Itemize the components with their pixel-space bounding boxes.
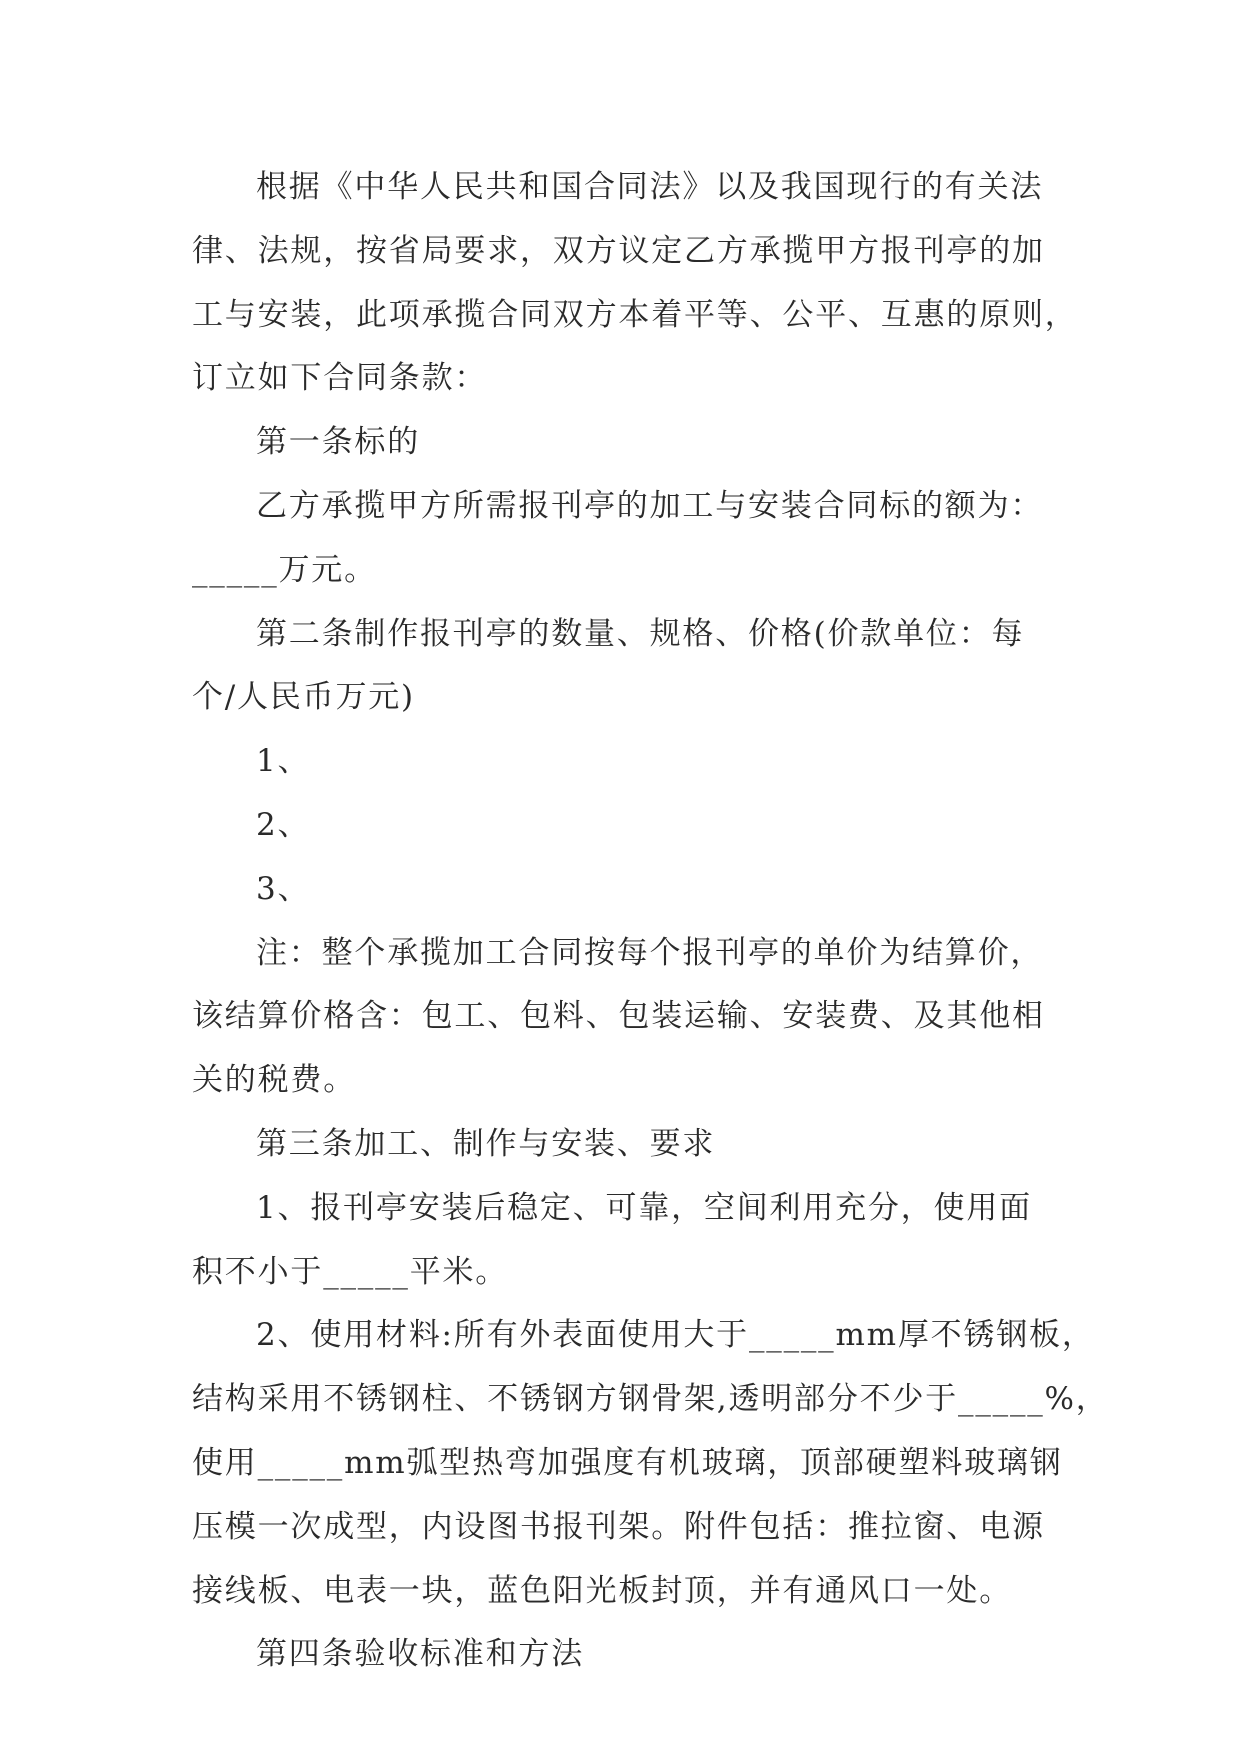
article-1-line-2: _____万元。	[192, 552, 377, 588]
paragraph-intro-line-4: 订立如下合同条款：	[192, 360, 488, 396]
paragraph-intro-line-1: 根据《中华人民共和国合同法》以及我国现行的有关法	[256, 169, 1044, 205]
article-3-item-2-line-2: 结构采用不锈钢柱、不锈钢方钢骨架,透明部分不少于_____%，	[192, 1381, 1109, 1417]
paragraph-intro-line-2: 律、法规，按省局要求，双方议定乙方承揽甲方报刊亭的加	[192, 233, 1045, 269]
article-4-heading: 第四条验收标准和方法	[256, 1636, 584, 1672]
article-1-heading: 第一条标的	[256, 424, 420, 460]
article-3-heading: 第三条加工、制作与安装、要求	[256, 1126, 716, 1162]
article-2-heading-line-1: 第二条制作报刊亭的数量、规格、价格(价款单位：每	[256, 616, 1025, 652]
article-3-item-1-line-1: 1、报刊亭安装后稳定、可靠，空间利用充分，使用面	[256, 1190, 1032, 1226]
article-2-note-line-3: 关的税费。	[192, 1062, 356, 1098]
article-3-item-1-line-2: 积不小于_____平米。	[192, 1254, 509, 1290]
paragraph-intro-line-3: 工与安装，此项承揽合同双方本着平等、公平、互惠的原则，	[192, 297, 1078, 333]
article-3-item-2-line-1: 2、使用材料:所有外表面使用大于_____mm厚不锈钢板，	[256, 1317, 1095, 1353]
article-3-item-2-line-4: 压模一次成型，内设图书报刊架。附件包括：推拉窗、电源	[192, 1509, 1045, 1545]
article-2-item-2: 2、	[256, 807, 311, 843]
article-3-item-2-line-3: 使用_____mm弧型热弯加强度有机玻璃，顶部硬塑料玻璃钢	[192, 1445, 1063, 1481]
article-2-item-3: 3、	[256, 871, 311, 907]
article-2-note-line-2: 该结算价格含：包工、包料、包装运输、安装费、及其他相	[192, 998, 1045, 1034]
article-2-note-line-1: 注：整个承揽加工合同按每个报刊亭的单价为结算价，	[256, 935, 1044, 971]
article-3-item-2-line-5: 接线板、电表一块，蓝色阳光板封顶，并有通风口一处。	[192, 1573, 1012, 1609]
article-1-line-1: 乙方承揽甲方所需报刊亭的加工与安装合同标的额为：	[256, 488, 1044, 524]
article-2-item-1: 1、	[256, 743, 311, 779]
article-2-heading-line-2: 个/人民币万元)	[192, 679, 415, 715]
